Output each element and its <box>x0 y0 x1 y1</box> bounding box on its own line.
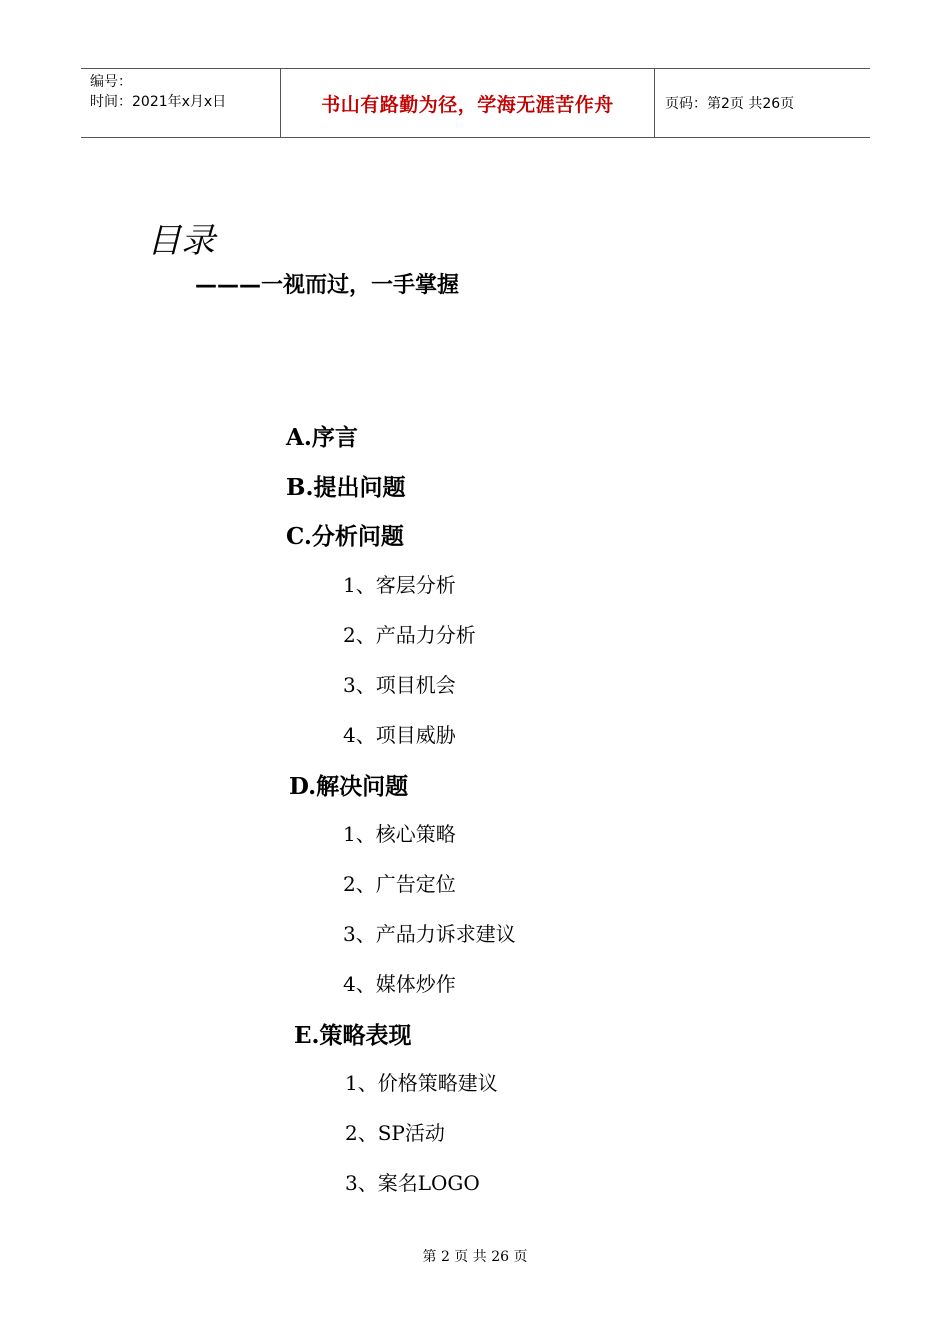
toc-item: 2、SP活动 <box>345 1121 445 1145</box>
toc-subtitle: ———一视而过，一手掌握 <box>195 273 460 298</box>
toc-item: 3、产品力诉求建议 <box>343 922 516 946</box>
footer-page-number: 第 2 页 共 26 页 <box>422 1249 528 1265</box>
toc-title: 目录 <box>147 221 215 261</box>
toc-section-e: E.策略表现 <box>294 1022 412 1049</box>
page-footer <box>0 1246 950 1266</box>
toc-item: 1、价格策略建议 <box>345 1071 498 1095</box>
toc-item: 3、案名LOGO <box>345 1171 480 1195</box>
toc-item: 2、广告定位 <box>343 872 456 896</box>
header-motto: 书山有路勤为径，学海无涯苦作舟 <box>321 93 614 116</box>
header-table <box>81 68 870 138</box>
document-number-label: 编号： <box>90 74 132 90</box>
toc-item: 1、客层分析 <box>343 573 456 597</box>
toc-section-b: B.提出问题 <box>286 474 406 501</box>
toc-section-d: D.解决问题 <box>289 773 409 800</box>
toc-section-a: A.序言 <box>286 424 358 451</box>
toc-item: 4、项目威胁 <box>343 723 456 747</box>
document-time-label: 时间：2021年x月x日 <box>90 94 227 110</box>
toc-item: 4、媒体炒作 <box>343 972 456 996</box>
header-motto-cell <box>281 69 655 137</box>
header-info-cell <box>81 69 281 137</box>
header-page-cell <box>655 69 870 137</box>
toc-item: 3、项目机会 <box>343 673 456 697</box>
toc-item: 1、核心策略 <box>343 822 456 846</box>
toc-section-c: C.分析问题 <box>286 523 404 550</box>
header-page-info: 页码：第2页 共26页 <box>665 96 795 112</box>
toc-item: 2、产品力分析 <box>343 623 476 647</box>
